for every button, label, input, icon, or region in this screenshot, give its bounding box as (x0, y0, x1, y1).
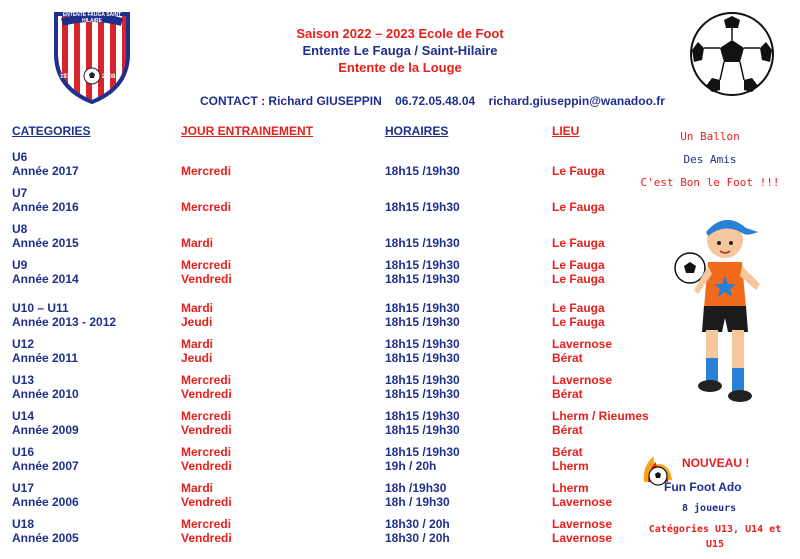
training-day: Vendredi (181, 272, 232, 286)
promo-name: Fun Foot Ado (664, 480, 742, 494)
training-place: Lherm / Rieumes (552, 409, 649, 423)
training-place: Le Fauga (552, 315, 605, 329)
promo-categories: Catégories U13, U14 et U15 (648, 524, 782, 550)
header-horaires: HORAIRES (385, 124, 449, 138)
training-day: Jeudi (181, 315, 213, 329)
category-code: U10 – U11 (12, 301, 69, 315)
training-place: Lavernose (552, 373, 613, 387)
category-year: Année 2016 (12, 200, 79, 214)
training-hours: 18h15 /19h30 (385, 200, 460, 214)
training-hours: 18h15 /19h30 (385, 409, 460, 423)
training-hours: 18h15 /19h30 (385, 387, 460, 401)
player-illustration (670, 210, 770, 415)
training-place: Le Fauga (552, 236, 605, 250)
training-place: Le Fauga (552, 200, 605, 214)
training-day: Vendredi (181, 423, 232, 437)
training-day: Mercredi (181, 517, 232, 531)
category-year: Année 2013 - 2012 (12, 315, 117, 329)
category-code: U7 (12, 186, 28, 200)
category-code: U17 (12, 481, 35, 495)
logo-ring-text: ENTENTE FAUGA SAINT HILAIRE (62, 12, 122, 24)
slogan-line-2: Des Amis (683, 153, 737, 166)
training-place: Lavernose (552, 517, 613, 531)
training-day: Mercredi (181, 409, 232, 423)
training-hours: 18h15 /19h30 (385, 272, 460, 286)
training-hours: 19h / 20h (385, 459, 437, 473)
entente-title: Entente Le Fauga / Saint-Hilaire (302, 43, 498, 58)
training-hours: 18h30 / 20h (385, 517, 450, 531)
training-place: Lavernose (552, 337, 613, 351)
training-day: Mardi (181, 301, 214, 315)
category-year: Année 2015 (12, 236, 79, 250)
training-day: Mardi (181, 337, 214, 351)
category-year: Année 2006 (12, 495, 79, 509)
slogan-line-3: C'est Bon le Foot !!! (640, 176, 780, 189)
training-hours: 18h15 /19h30 (385, 315, 460, 329)
category-year: Année 2009 (12, 423, 79, 437)
category-code: U16 (12, 445, 35, 459)
training-hours: 18h15 /19h30 (385, 351, 460, 365)
training-day: Mardi (181, 236, 214, 250)
contact-line: CONTACT : Richard GIUSEPPIN 06.72.05.48.04 richard.giuseppin@wanadoo.fr (200, 94, 665, 108)
category-code: U9 (12, 258, 28, 272)
training-day: Mardi (181, 481, 214, 495)
category-year: Année 2014 (12, 272, 79, 286)
training-hours: 18h /19h30 (385, 481, 447, 495)
training-hours: 18h15 /19h30 (385, 236, 460, 250)
soccer-ball-icon (688, 10, 776, 98)
category-code: U8 (12, 222, 28, 236)
training-day: Vendredi (181, 531, 232, 545)
training-place: Le Fauga (552, 164, 605, 178)
category-year: Année 2017 (12, 164, 79, 178)
training-place: Lherm (552, 459, 589, 473)
training-place: Lavernose (552, 495, 613, 509)
training-hours: 18h15 /19h30 (385, 337, 460, 351)
category-code: U12 (12, 337, 35, 351)
promo-players: 8 joueurs (682, 503, 737, 514)
category-code: U14 (12, 409, 35, 423)
category-year: Année 2005 (12, 531, 79, 545)
category-year: Année 2011 (12, 351, 79, 365)
category-code: U13 (12, 373, 35, 387)
training-day: Vendredi (181, 459, 232, 473)
louge-title: Entente de la Louge (338, 60, 462, 75)
season-title: Saison 2022 – 2023 Ecole de Foot (296, 26, 504, 41)
training-place: Bérat (552, 351, 583, 365)
header-lieu: LIEU (552, 124, 580, 138)
training-place: Bérat (552, 387, 583, 401)
training-hours: 18h15 /19h30 (385, 301, 460, 315)
training-day: Mercredi (181, 258, 232, 272)
training-hours: 18h15 /19h30 (385, 373, 460, 387)
training-hours: 18h15 /19h30 (385, 258, 460, 272)
category-year: Année 2007 (12, 459, 79, 473)
category-year: Année 2010 (12, 387, 79, 401)
training-day: Mercredi (181, 164, 232, 178)
training-day: Mercredi (181, 200, 232, 214)
logo-year-left: 1976 (60, 74, 74, 80)
category-code: U6 (12, 150, 28, 164)
training-place: Bérat (552, 445, 583, 459)
training-place: Le Fauga (552, 272, 605, 286)
training-day: Vendredi (181, 387, 232, 401)
category-code: U18 (12, 517, 35, 531)
training-day: Mercredi (181, 445, 232, 459)
training-hours: 18h15 /19h30 (385, 445, 460, 459)
training-place: Le Fauga (552, 301, 605, 315)
club-logo (52, 10, 132, 104)
training-place: Bérat (552, 423, 583, 437)
training-place: Lavernose (552, 531, 613, 545)
slogan-line-1: Un Ballon (680, 130, 740, 143)
training-hours: 18h / 19h30 (385, 495, 450, 509)
promo-title: NOUVEAU ! (682, 456, 750, 470)
training-hours: 18h15 /19h30 (385, 164, 460, 178)
training-place: Le Fauga (552, 258, 605, 272)
logo-year-right: 2008 (102, 74, 116, 80)
training-day: Mercredi (181, 373, 232, 387)
header-jour: JOUR ENTRAINEMENT (181, 124, 314, 138)
training-day: Vendredi (181, 495, 232, 509)
training-day: Jeudi (181, 351, 213, 365)
training-hours: 18h30 / 20h (385, 531, 450, 545)
training-hours: 18h15 /19h30 (385, 423, 460, 437)
header-categories: CATEGORIES (12, 124, 91, 138)
training-place: Lherm (552, 481, 589, 495)
